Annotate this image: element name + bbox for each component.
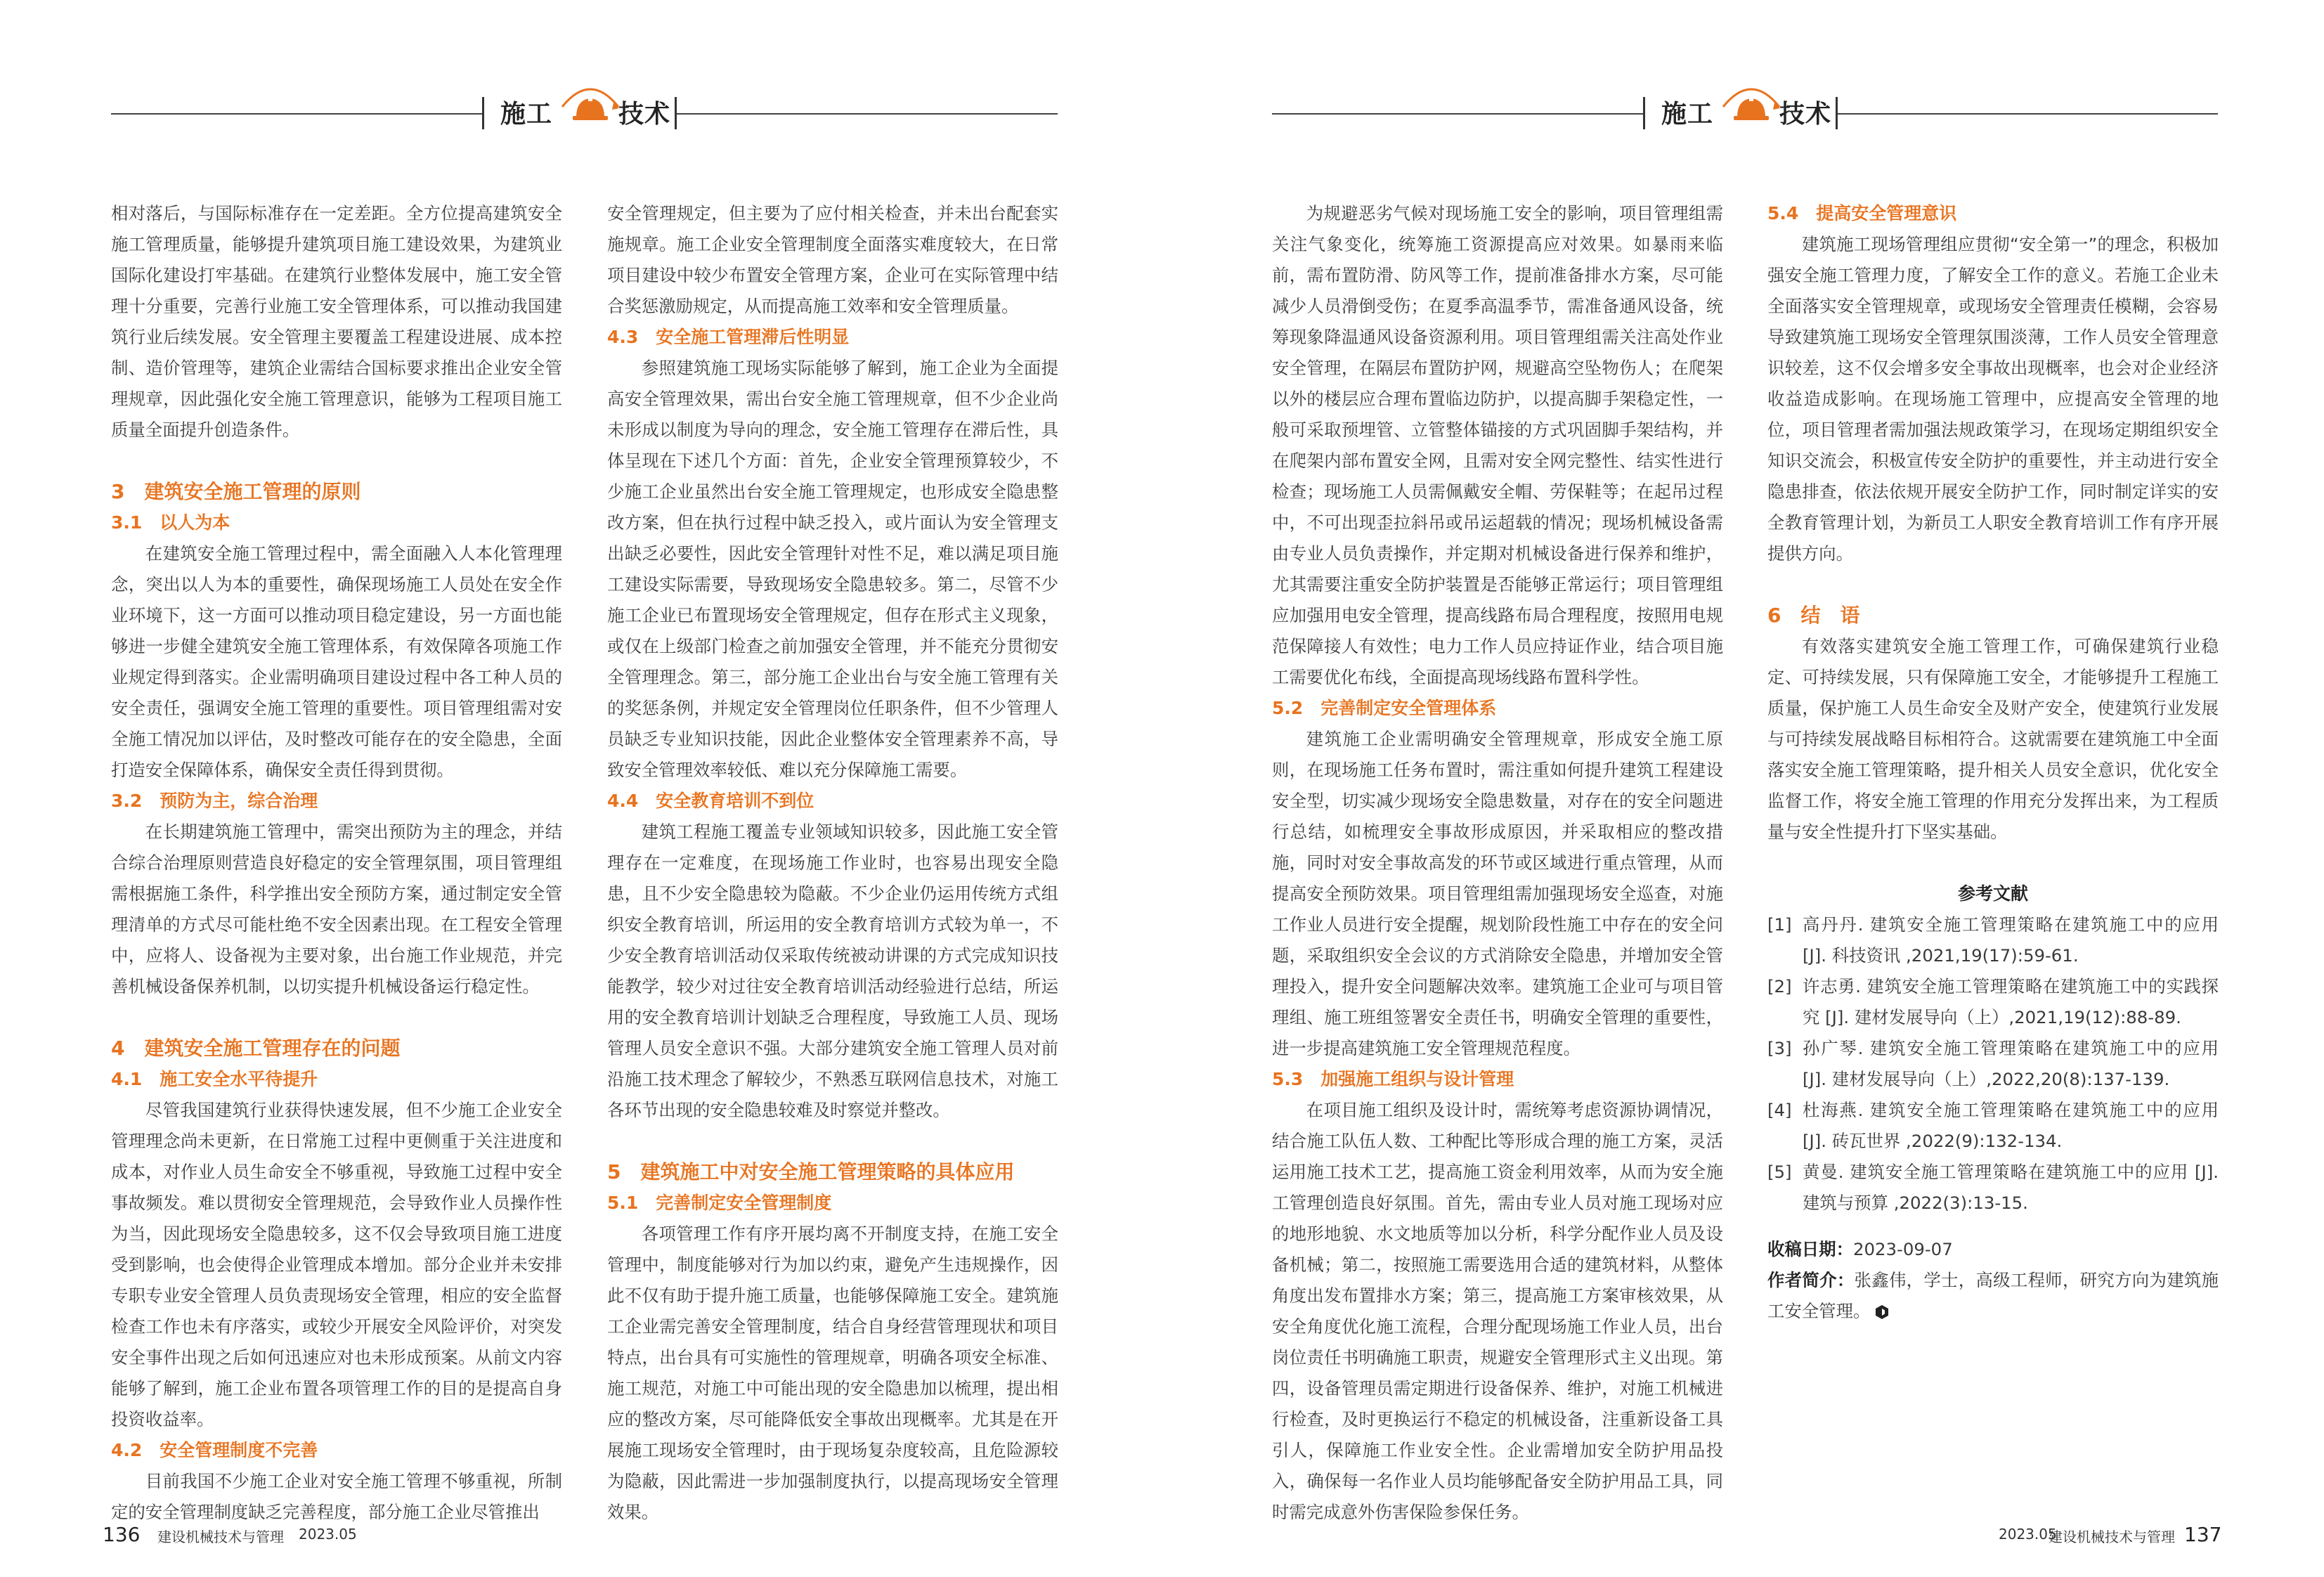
body-paragraph: 建筑施工现场管理组应贯彻“安全第一”的理念，积极加强安全施工管理力度，了解安全工作的意义。若施工企业未全面落实安全管理规章，或现场安全管理责任模糊，会容易导致建筑施工现场安全管理氛围淡薄，工作人员安全管理意识较差，这不仅会增多安全事故出现概率，也会对企业经济收益造成影响。在现场施工管理中，应提高安全管理的地位，项目管理者需加强法规政策学习，在现场定期组织安全知识交流会，积极宣传安全防护的重要性，并主动进行安全隐患排查，依法依规开展安全防护工作，同时制定详实的安全教育管理计划，为新员工人职安全教育培训工作有序开展提供方向。 xyxy=(1767,234,2219,564)
reference-item: [5] 黄曼. 建筑安全施工管理策略在建筑施工中的应用 [J]. 建筑与预算 ,2022(3):13-15. xyxy=(1767,1162,2219,1213)
header-word-2: 技术 xyxy=(618,100,671,129)
subsection-heading: 5.3 加强施工组织与设计管理 xyxy=(1272,1069,1514,1089)
subsection-heading: 3.2 预防为主，综合治理 xyxy=(111,791,318,811)
page-number: 136 xyxy=(103,1523,141,1546)
header-tick xyxy=(1643,97,1645,129)
subsection-heading: 4.3 安全施工管理滞后性明显 xyxy=(607,327,850,347)
header-word-1: 施工 xyxy=(500,100,553,129)
body-paragraph: 尽管我国建筑行业获得快速发展，但不少施工企业安全管理理念尚未更新，在日常施工过程中更侧重于关注进度和成本，对作业人员生命安全不够重视，导致施工过程中安全事故频发。难以贯彻安全管理规范，会导致作业人员操作性为当，因此现场安全隐患较多，这不仅会导致项目施工进度受到影响，也会使得企业管理成本增加。部分企业并未安排专职专业安全管理人员负责现场安全管理，相应的安全监督检查工作也未有序落实，或较少开展安全风险评价，对突发安全事件出现之后如何迅速应对也未形成预案。从前文内容能够了解到，施工企业布置各项管理工作的目的是提高自身投资收益率。 xyxy=(111,1100,562,1429)
left-column-2 xyxy=(607,198,1058,1528)
subsection-heading: 5.2 完善制定安全管理体系 xyxy=(1272,698,1497,718)
header-tick xyxy=(482,97,484,129)
reference-item: [2] 许志勇. 建筑安全施工管理策略在建筑施工中的实践探究 [J]. 建材发展导向（上）,2021,19(12):88-89. xyxy=(1767,976,2219,1027)
issue-number: 2023.05 xyxy=(299,1526,357,1543)
body-paragraph: 建筑施工企业需明确安全管理规章，形成安全施工原则，在现场施工任务布置时，需注重如何提升建筑工程建设安全型，切实减少现场安全隐患数量，对存在的安全问题进行总结，如梳理安全事故形成原因，并采取相应的整改措施，同时对安全事故高发的环节或区域进行重点管理，从而提高安全预防效果。项目管理组需加强现场安全巡查，对施工作业人员进行安全提醒，规划阶段性施工中存在的安全问题，采取组织安全会议的方式消除安全隐患，并增加安全管理投入，提升安全问题解决效率。建筑施工企业可与项目管理组、施工班组签署安全责任书，明确安全管理的重要性，进一步提高建筑施工安全管理规范程度。 xyxy=(1272,729,1723,1058)
end-mark-icon xyxy=(1874,1304,1890,1320)
journal-name: 建设机械技术与管理 xyxy=(2049,1529,2175,1545)
body-paragraph: 目前我国不少施工企业对安全施工管理不够重视，所制定的安全管理制度缺乏完善程度，部分施工企业尽管推出 xyxy=(111,1471,562,1522)
body-paragraph: 参照建筑施工现场实际能够了解到，施工企业为全面提高安全管理效果，需出台安全施工管理规章，但不少企业尚未形成以制度为导向的理念，安全施工管理存在滞后性，具体呈现在下述几个方面：首先，企业安全管理预算较少，不少施工企业虽然出台安全施工管理规定，也形成安全隐患整改方案，但在执行过程中缺乏投入，或片面认为安全管理支出缺乏必要性，因此安全管理针对性不足，难以满足项目施工建设实际需要，导致现场安全隐患较多。第二，尽管不少施工企业已布置现场安全管理规定，但存在形式主义现象，或仅在上级部门检查之前加强安全管理，并不能充分贯彻安全管理理念。第三，部分施工企业出台与安全施工管理有关的奖惩条例，并规定安全管理岗位任职条件，但不少管理人员缺乏专业知识技能，因此企业整体安全管理素养不高，导致安全管理效率较低、难以充分保障施工需要。 xyxy=(607,358,1058,780)
header-rule-left xyxy=(111,113,482,115)
header-word-2: 技术 xyxy=(1779,100,1832,129)
subsection-heading: 5.1 完善制定安全管理制度 xyxy=(607,1193,832,1213)
page-number: 137 xyxy=(2184,1523,2222,1546)
spacer xyxy=(111,446,562,476)
header-rule-right xyxy=(1838,113,2218,115)
body-paragraph: 在建筑安全施工管理过程中，需全面融入人本化管理理念，突出以人为本的重要性，确保现场施工人员处在安全作业环境下，这一方面可以推动项目稳定建设，另一方面也能够进一步健全建筑安全施工管理体系，有效保障各项施工作业规定得到落实。企业需明确项目建设过程中各工种人员的安全责任，强调安全施工管理的重要性。项目管理组需对安全施工情况加以评估，及时整改可能存在的安全隐患，全面打造安全保障体系，确保安全责任得到贯彻。 xyxy=(111,543,562,780)
right-page xyxy=(1162,0,2324,1577)
subsection-heading: 4.4 安全教育培训不到位 xyxy=(607,791,814,811)
body-paragraph: 在长期建筑施工管理中，需突出预防为主的理念，并结合综合治理原则营造良好稳定的安全管理氛围，项目管理组需根据施工条件，科学推出安全预防方案，通过制定安全管理清单的方式尽可能杜绝不安全因素出现。在工程安全管理中，应将人、设备视为主要对象，出台施工作业规范，并完善机械设备保养机制，以切实提升机械设备运行稳定性。 xyxy=(111,822,562,997)
right-column-2 xyxy=(1767,198,2219,1327)
hardhat-logo-icon xyxy=(559,79,622,128)
header-rule-right xyxy=(677,113,1058,115)
header-word-1: 施工 xyxy=(1661,100,1714,129)
spacer xyxy=(111,1002,562,1033)
section-heading: 6 结 语 xyxy=(1767,604,1860,627)
body-paragraph: 为规避恶劣气候对现场施工安全的影响，项目管理组需关注气象变化，统筹施工资源提高应对效果。如暴雨来临前，需布置防滑、防风等工作，提前准备排水方案，尽可能减少人员滑倒受伤；在夏季高温季节，需准备通风设备，统筹现象降温通风设备资源利用。项目管理组需关注高处作业安全管理，在隔层布置防护网，规避高空坠物伤人；在爬架以外的楼层应合理布置临边防护，以提高脚手架稳定性，一般可采取预埋管、立管整体锚接的方式巩固脚手架结构，并在爬架内部布置安全网，且需对安全网完整性、结实性进行检查；现场施工人员需佩戴安全帽、劳保鞋等；在起吊过程中，不可出现歪拉斜吊或吊运超载的情况；现场机械设备需由专业人员负责操作，并定期对机械设备进行保养和维护，尤其需要注重安全防护装置是否能够正常运行；项目管理组应加强用电安全管理，提高线路布局合理程度，按照用电规范保障接人有效性；电力工作人员应持证作业，结合项目施工需要优化布线，全面提高现场线路布置科学性。 xyxy=(1272,203,1723,687)
author-bio: 作者简介：张鑫伟，学士，高级工程师，研究方向为建筑施工安全管理。 xyxy=(1767,1270,2219,1321)
body-paragraph: 在项目施工组织及设计时，需统筹考虑资源协调情况，结合施工队伍人数、工种配比等形成合理的施工方案，灵活运用施工技术工艺，提高施工资金利用效率，从而为安全施工管理创造良好氛围。首先，需由专业人员对施工现场对应的地形地貌、水文地质等加以分析，科学分配作业人员及设备机械；第二，按照施工需要选用合适的建筑材料，从整体角度出发布置排水方案；第三，提高施工方案审核效果，从安全角度优化施工流程，合理分配现场施工作业人员，出台岗位责任书明确施工职责，规避安全管理形式主义出现。第四，设备管理员需定期进行设备保养、维护，对施工机械进行检查，及时更换运行不稳定的机械设备，注重新设备工具引人，保障施工作业安全性。企业需增加安全防护用品投入，确保每一名作业人员均能够配备安全防护用品工具，同时需完成意外伤害保险参保任务。 xyxy=(1272,1100,1723,1522)
spacer xyxy=(1767,569,2219,600)
hardhat-logo-icon xyxy=(1720,79,1783,128)
section-heading: 5 建筑施工中对安全施工管理策略的具体应用 xyxy=(607,1160,1015,1183)
subsection-heading: 4.2 安全管理制度不完善 xyxy=(111,1440,318,1460)
received-date: 收稿日期：2023-09-07 xyxy=(1767,1239,1953,1259)
subsection-heading: 3.1 以人为本 xyxy=(111,512,231,533)
references-title: 参考文献 xyxy=(1957,883,2028,904)
body-paragraph: 安全管理规定，但主要为了应付相关检查，并未出台配套实施规章。施工企业安全管理制度全面落实难度较大，在日常项目建设中较少布置安全管理方案，企业可在实际管理中结合奖惩激励规定，从而提高施工效率和安全管理质量。 xyxy=(607,203,1058,316)
body-paragraph: 相对落后，与国际标准存在一定差距。全方位提高建筑安全施工管理质量，能够提升建筑项目施工建设效果，为建筑业国际化建设打牢基础。在建筑行业整体发展中，施工安全管理十分重要，完善行业施工安全管理体系，可以推动我国建筑行业后续发展。安全管理主要覆盖工程建设进展、成本控制、造价管理等，建筑企业需结合国标要求推出企业安全管理规章，因此强化安全施工管理意识，能够为工程项目施工质量全面提升创造条件。 xyxy=(111,203,562,440)
header-rule-left xyxy=(1272,113,1643,115)
body-paragraph: 有效落实建筑安全施工管理工作，可确保建筑行业稳定、可持续发展，只有保障施工安全，才能够提升工程施工质量，保护施工人员生命安全及财产安全，使建筑行业发展与可持续发展战略目标相符合。这就需要在建筑施工中全面落实安全施工管理策略，提升相关人员安全意识，优化安全监督工作，将安全施工管理的作用充分发挥出来，为工程质量与安全性提升打下坚实基础。 xyxy=(1767,636,2219,842)
references-list xyxy=(1767,909,2219,1219)
right-column-2-body xyxy=(1767,198,2219,848)
section-heading: 3 建筑安全施工管理的原则 xyxy=(111,480,361,503)
issue-number: 2023.05 xyxy=(1999,1526,2057,1543)
right-column-1 xyxy=(1272,198,1723,1528)
subsection-heading: 5.4 提高安全管理意识 xyxy=(1767,203,1957,223)
spacer xyxy=(607,1126,1058,1157)
body-paragraph: 建筑工程施工覆盖专业领域知识较多，因此施工安全管理存在一定难度，在现场施工作业时，也容易出现安全隐患，且不少安全隐患较为隐蔽。不少企业仍运用传统方式组织安全教育培训，所运用的安全教育培训方式较为单一，不少安全教育培训活动仅采取传统被动讲课的方式完成知识技能教学，较少对过往安全教育培训活动经验进行总结，所运用的安全教育培训计划缺乏合理程度，导致施工人员、现场管理人员安全意识不强。大部分建筑安全施工管理人员对前沿施工技术理念了解较少，不熟悉互联网信息技术，对施工各环节出现的安全隐患较难及时察觉并整改。 xyxy=(607,822,1058,1120)
journal-name: 建设机械技术与管理 xyxy=(157,1529,284,1545)
subsection-heading: 4.1 施工安全水平待提升 xyxy=(111,1069,318,1089)
left-column-1 xyxy=(111,198,562,1528)
reference-item: [3] 孙广琴. 建筑安全施工管理策略在建筑施工中的应用 [J]. 建材发展导向（上）,2022,20(8):137-139. xyxy=(1767,1038,2219,1089)
reference-item: [1] 高丹丹. 建筑安全施工管理策略在建筑施工中的应用 [J]. 科技资讯 ,2021,19(17):59-61. xyxy=(1767,914,2219,966)
body-paragraph: 各项管理工作有序开展均离不开制度支持，在施工安全管理中，制度能够对行为加以约束，避免产生违规操作，因此不仅有助于提升施工质量，也能够保障施工安全。建筑施工企业需完善安全管理制度，结合自身经营管理现状和项目特点，出台具有可实施性的管理规章，明确各项安全标准、施工规范，对施工中可能出现的安全隐患加以梳理，提出相应的整改方案，尽可能降低安全事故出现概率。尤其是在开展施工现场安全管理时，由于现场复杂度较高，且危险源较为隐蔽，因此需进一步加强制度执行，以提高现场安全管理效果。 xyxy=(607,1224,1058,1522)
reference-item: [4] 杜海燕. 建筑安全施工管理策略在建筑施工中的应用 [J]. 砖瓦世界 ,2022(9):132-134. xyxy=(1767,1100,2219,1151)
section-heading: 4 建筑安全施工管理存在的问题 xyxy=(111,1037,401,1060)
